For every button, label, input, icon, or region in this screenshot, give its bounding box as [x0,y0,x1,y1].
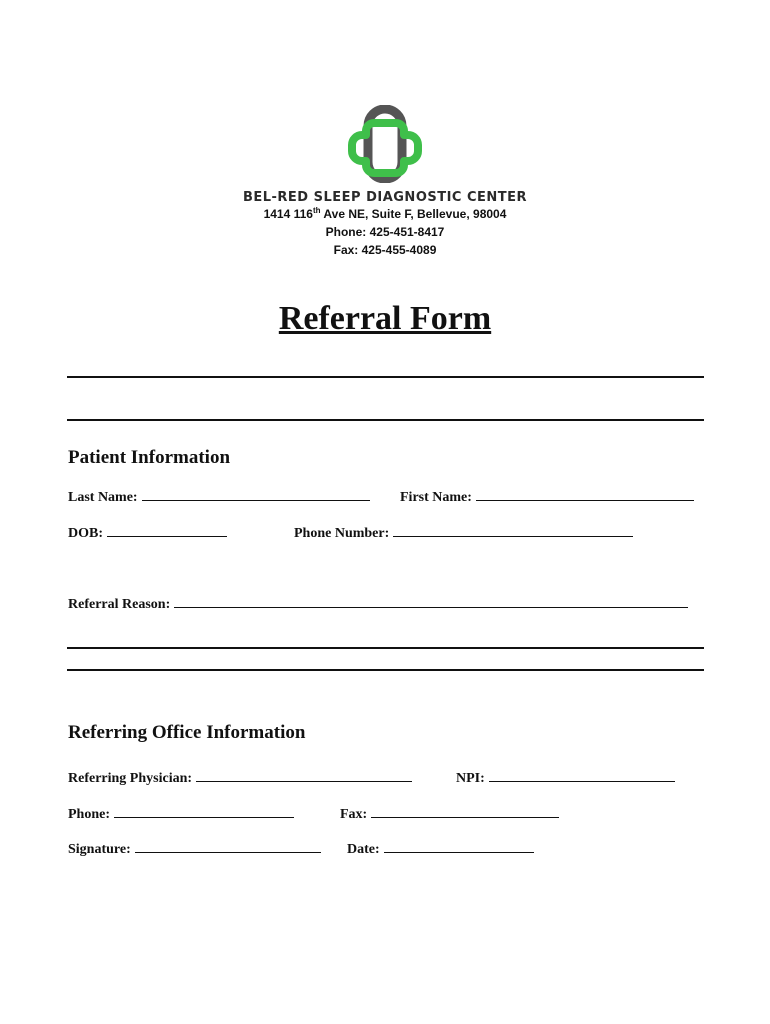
logo-green-cross [352,123,418,173]
last-name-input-line[interactable] [142,488,370,501]
referring-physician-input-line[interactable] [196,769,412,782]
signature-input-line[interactable] [135,840,321,853]
office-phone-label: Phone: [68,807,110,822]
npi-label: NPI: [456,771,485,786]
address-line [0,206,770,221]
office-info-heading: Referring Office Information [68,722,306,743]
signature-label: Signature: [68,842,131,857]
patient-info-heading: Patient Information [68,447,231,468]
first-name-field[interactable] [400,488,694,506]
referral-reason-field[interactable] [68,595,688,613]
dob-field[interactable] [68,524,227,542]
center-name: BEL-RED SLEEP DIAGNOSTIC CENTER [242,190,528,205]
dob-input-line[interactable] [107,524,227,537]
office-fax-field[interactable] [340,805,559,823]
referring-physician-label: Referring Physician: [68,771,193,786]
office-fax-input-line[interactable] [371,805,559,818]
phone-number-label: Phone Number: [294,526,390,541]
date-label: Date: [347,842,380,857]
phone-number-input-line[interactable] [393,524,633,537]
divider-line [67,419,704,421]
office-phone-field[interactable] [68,805,294,823]
address-sup: th [312,206,321,215]
address-suffix: Ave NE, Suite F, Bellevue, 98004 [320,207,507,221]
referral-reason-input-line[interactable] [174,595,688,608]
referral-reason-line-2[interactable] [67,647,704,649]
office-phone-input-line[interactable] [114,805,294,818]
first-name-input-line[interactable] [476,488,694,501]
first-name-label: First Name: [400,490,472,505]
form-title: Referral Form [278,300,492,337]
last-name-label: Last Name: [68,490,138,505]
bel-red-logo [345,105,425,183]
center-fax: Fax: 425-455-4089 [333,243,437,257]
last-name-field[interactable] [68,488,370,506]
office-fax-label: Fax: [340,807,368,822]
divider-line [67,376,704,378]
address-prefix: 1414 116 [263,207,313,221]
signature-field[interactable] [68,840,321,858]
npi-field[interactable] [456,769,675,787]
referral-reason-label: Referral Reason: [68,597,171,612]
center-phone: Phone: 425-451-8417 [325,225,445,239]
dob-label: DOB: [68,526,103,541]
phone-number-field[interactable] [294,524,633,542]
referral-reason-line-3[interactable] [67,669,704,671]
npi-input-line[interactable] [489,769,675,782]
date-input-line[interactable] [384,840,534,853]
date-field[interactable] [347,840,534,858]
referring-physician-field[interactable] [68,769,412,787]
